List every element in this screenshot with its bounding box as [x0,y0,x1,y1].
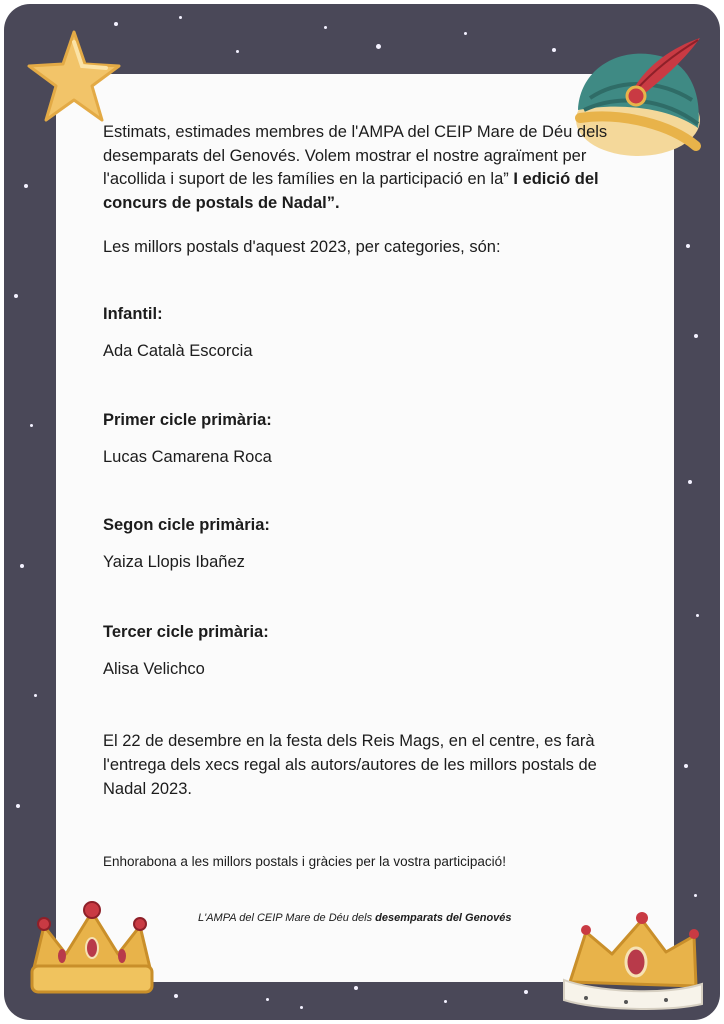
intro-text: Estimats, estimades membres de l'AMPA del CEIP Mare de Déu dels desemparats del Genovés. Volem mostrar el nostre agraïment per l'acollida i suport de les famílies en la participació en la” [103,123,608,188]
snow-dot [354,986,358,990]
snow-dot [236,50,239,53]
snow-dot [694,334,698,338]
snow-dot [694,894,697,897]
crown-icon [26,898,158,1010]
snow-dot [24,184,28,188]
snow-dot [552,48,556,52]
snow-dot [16,804,20,808]
category-winner: Yaiza Llopis Ibañez [103,553,245,571]
category-winner: Lucas Camarena Roca [103,448,272,466]
snow-dot [30,424,33,427]
snow-dot [688,480,692,484]
snow-dot [686,244,690,248]
snow-dot [174,994,178,998]
crown-icon [556,900,708,1012]
contest-name: I edició del concurs de postals de Nadal”. [103,170,599,212]
snow-dot [524,990,528,994]
category-title: Tercer cicle primària: [103,623,269,641]
snow-dot [464,32,467,35]
category-title: Segon cicle primària: [103,516,270,534]
category-winner: Alisa Velichco [103,660,205,678]
snow-dot [324,26,327,29]
winners-intro: Les millors postals d'aquest 2023, per categories, són: [103,238,501,256]
snow-dot [300,1006,303,1009]
snow-dot [696,614,699,617]
signature-bold: desemparats del Genovés [375,912,512,924]
signature [198,907,512,929]
event-paragraph: El 22 de desembre en la festa dels Reis Mags, en el centre, es farà l'entrega dels xecs regal als autors/autores de les millors postals de Nadal 2023. [103,732,597,798]
category-title: Infantil: [103,305,163,323]
star-icon [22,26,126,130]
signature-prefix: L'AMPA del CEIP Mare de Déu dels [198,912,373,924]
category-winner: Ada Català Escorcia [103,342,253,360]
intro-paragraph [103,121,623,215]
snow-dot [684,764,688,768]
snow-dot [179,16,182,19]
snow-dot [34,694,37,697]
category-title: Primer cicle primària: [103,411,272,429]
snow-dot [14,294,18,298]
snow-dot [20,564,24,568]
snow-dot [376,44,381,49]
snow-dot [266,998,269,1001]
snow-dot [444,1000,447,1003]
congrats-text: Enhorabona a les millors postals i gràcies per la vostra participació! [103,854,506,869]
